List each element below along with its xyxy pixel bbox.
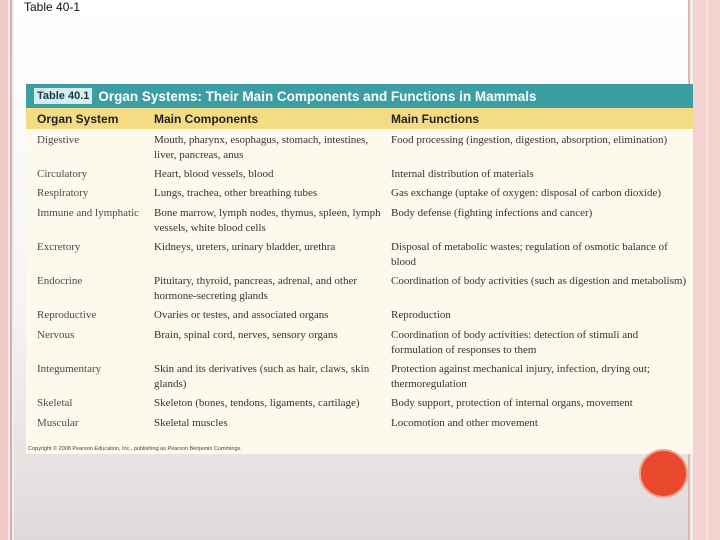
slide-title: Table 40-1 (24, 0, 81, 14)
column-header-row (26, 108, 693, 129)
left-border-bar (0, 0, 8, 540)
components-cell: Skin and its derivatives (such as hair, claws, skin glands) (154, 363, 370, 390)
functions-cell: Protection against mechanical injury, infection, drying out; thermoregulation (391, 363, 650, 390)
organ-system-cell: Endocrine (37, 275, 83, 287)
right-border-line-inner (706, 0, 708, 540)
table-row (26, 186, 693, 206)
components-cell: Kidneys, ureters, urinary bladder, urethra (154, 241, 336, 253)
functions-cell: Coordination of body activities (such as digestion and metabolism) (391, 275, 687, 287)
components-cell: Pituitary, thyroid, pancreas, adrenal, and other hormone-secreting glands (154, 275, 358, 302)
table-row (26, 240, 693, 274)
organ-system-cell: Nervous (37, 329, 75, 341)
table-row (26, 328, 693, 362)
column-header-main-functions: Main Functions (391, 111, 479, 126)
column-header-main-components: Main Components (154, 111, 258, 126)
table-row (26, 206, 693, 240)
functions-cell: Locomotion and other movement (391, 417, 538, 429)
functions-cell: Reproduction (391, 309, 451, 321)
components-cell: Skeleton (bones, tendons, ligaments, cartilage) (154, 397, 360, 409)
table-row (26, 396, 693, 416)
table-row (26, 133, 693, 167)
organ-system-cell: Circulatory (37, 168, 88, 180)
organ-system-cell: Immune and lymphatic (37, 207, 140, 219)
components-cell: Lungs, trachea, other breathing tubes (154, 187, 318, 199)
functions-cell: Gas exchange (uptake of oxygen: disposal of carbon dioxide) (391, 187, 662, 199)
accent-circle (641, 451, 686, 496)
functions-cell: Coordination of body activities: detection of stimuli and formulation of responses to them (391, 329, 639, 356)
table-row (26, 416, 693, 436)
functions-cell: Food processing (ingestion, digestion, absorption, elimination) (391, 134, 668, 146)
organ-systems-table (26, 84, 693, 454)
left-border-line (10, 0, 12, 540)
components-cell: Skeletal muscles (154, 417, 228, 429)
components-cell: Bone marrow, lymph nodes, thymus, spleen, lymph vessels, white blood cells (154, 207, 381, 234)
functions-cell: Body support, protection of internal organs, movement (391, 397, 633, 409)
organ-system-cell: Integumentary (37, 363, 102, 375)
table-header-bar (26, 84, 693, 108)
components-cell: Mouth, pharynx, esophagus, stomach, intestines, liver, pancreas, anus (154, 134, 369, 161)
table-title: Organ Systems: Their Main Components and Functions in Mammals (98, 88, 537, 104)
table-row (26, 167, 693, 186)
functions-cell: Disposal of metabolic wastes; regulation of osmotic balance of blood (391, 241, 668, 268)
table-row (26, 362, 693, 396)
column-header-organ-system: Organ System (37, 111, 119, 126)
table-badge: Table 40.1 (34, 88, 92, 104)
table-body (26, 129, 693, 436)
organ-system-cell: Reproductive (37, 309, 97, 321)
organ-system-cell: Skeletal (37, 397, 73, 409)
functions-cell: Internal distribution of materials (391, 168, 534, 180)
organ-system-cell: Digestive (37, 134, 80, 146)
organ-system-cell: Muscular (37, 417, 79, 429)
copyright-notice: Copyright © 2008 Pearson Education, Inc., publishing as Pearson Benjamin Cummings. (28, 446, 242, 452)
table-row (26, 274, 693, 308)
organ-system-cell: Excretory (37, 241, 81, 253)
components-cell: Heart, blood vessels, blood (154, 168, 274, 180)
table-row (26, 308, 693, 328)
functions-cell: Body defense (fighting infections and cancer) (391, 207, 593, 219)
components-cell: Brain, spinal cord, nerves, sensory organs (154, 329, 338, 341)
organ-system-cell: Respiratory (37, 187, 89, 199)
components-cell: Ovaries or testes, and associated organs (154, 309, 329, 321)
